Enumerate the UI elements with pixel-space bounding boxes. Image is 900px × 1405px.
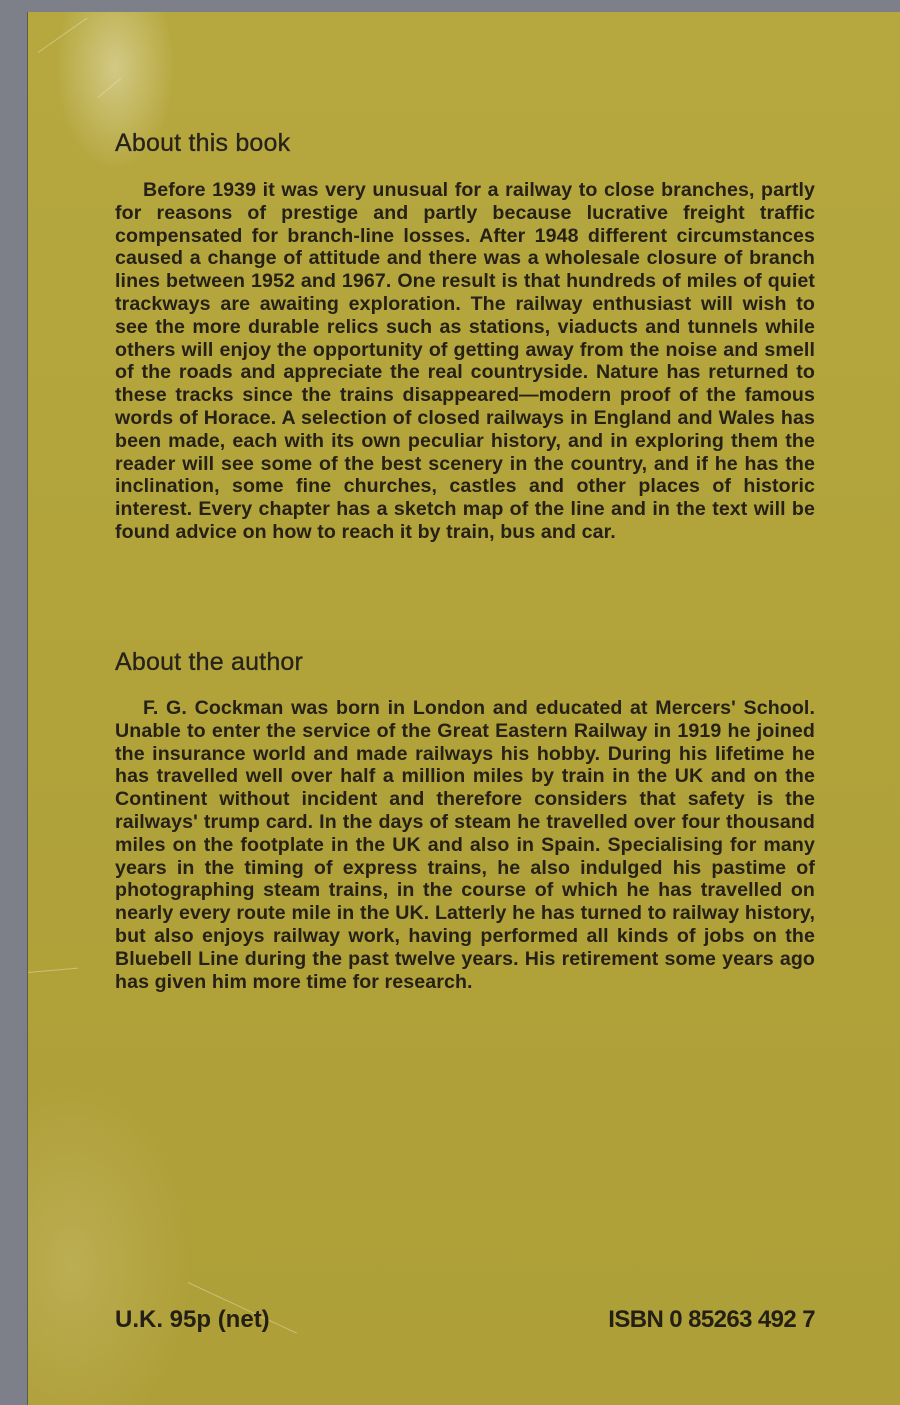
price-label: U.K. 95p (net) xyxy=(115,1306,270,1333)
wear-scratch xyxy=(98,78,122,98)
about-author-heading: About the author xyxy=(115,648,304,676)
about-book-section xyxy=(115,129,815,544)
about-book-text: Before 1939 it was very unusual for a railway to close branches, partly for reasons of prestige and partly because lucrative freight traffic compensated for branch-line losses. After 1948 different circumstances caused a change of attitude and there was a wholesale closure of branch lines between 1952 and 1967. One result is that hundreds of miles of quiet trackways are awaiting exploration. The railway enthusiast will wish to see the more durable relics such as stations, viaducts and tunnels while others will enjoy the opportunity of getting away from the noise and smell of the roads and appreciate the real countryside. Nature has returned to these tracks since the trains disappeared—modern proof of the famous words of Horace. A selection of closed railways in England and Wales has been made, each with its own peculiar history, and in exploring them the reader will see some of the best scenery in the country, and if he has the inclination, some fine churches, castles and other places of historic interest. Every chapter has a sketch map of the line and in the text will be found advice on how to reach it by train, bus and car. xyxy=(115,179,815,543)
wear-scratch xyxy=(38,18,88,53)
wear-scratch xyxy=(28,968,78,973)
about-book-heading: About this book xyxy=(115,129,291,157)
cover-footer xyxy=(115,1306,815,1334)
about-author-text: F. G. Cockman was born in London and educated at Mercers' School. Unable to enter the service of the Great Eastern Railway in 1919 he joined the insurance world and made railways his hobby. During his lifetime he has travelled well over half a million miles by train in the UK and on the Continent without incident and therefore considers that safety is the railways' trump card. In the days of steam he travelled over four thousand miles on the footplate in the UK and also in Spain. Specialising for many years in the timing of express trains, he also indulged his pastime of photographing steam trains, in the course of which he has travelled on nearly every route mile in the UK. Latterly he has turned to railway history, but also enjoys railway work, having performed all kinds of jobs on the Bluebell Line during the past twelve years. His retirement some years ago has given him more time for research. xyxy=(115,697,815,993)
isbn-label: ISBN 0 85263 492 7 xyxy=(608,1306,815,1333)
about-author-section xyxy=(115,648,815,993)
book-back-cover xyxy=(28,12,900,1405)
